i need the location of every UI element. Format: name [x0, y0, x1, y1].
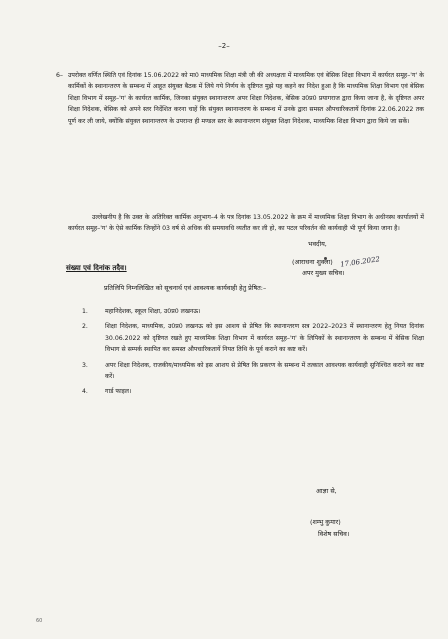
paragraph-number: 6–: [56, 72, 64, 79]
copy-recipient-list: [82, 306, 424, 402]
list-item-text: अपर शिक्षा निदेशक, राजकीय/माध्यमिक को इस आशय से प्रेषित कि प्रकरण के सम्बन्ध में तत्काल आवश्यक कार्यवाही सुनिश्चित कराने का कष्ट करें।: [105, 361, 424, 381]
signatory-designation-2: विशेष सचिव।: [318, 530, 350, 538]
closing-text: भवदीय,: [308, 240, 327, 248]
list-item: [82, 321, 424, 355]
footer-mark: 60: [36, 618, 43, 624]
copy-heading: संख्या एवं दिनांक तदैव।: [66, 264, 127, 272]
paragraph-6: [56, 70, 424, 127]
list-item-text: महानिदेशक, स्कूल शिक्षा, उ0प्र0 लखनऊ।: [105, 308, 201, 315]
list-item-number: 4.: [82, 388, 88, 396]
list-item: [82, 360, 424, 383]
list-item-number: 3.: [82, 361, 88, 369]
list-item-text: गार्ड फाइल।: [105, 388, 132, 396]
paragraph-note-text: उल्लेखनीय है कि उक्त के अतिरिक्त कार्मिक अनुभाग–4 के पत्र दिनांक 13.05.2022 के क्रम में माध्यमिक शिक्षा विभाग के अधीनस्थ कार्यालयों में कार्यरत समूह–'ग' के ऐसे कार्मिक जिन्होंने 03 वर्ष से अधिक की समयावधि व्यतीत कर ली हो, का पटल परिवर्तन की कार्यवाही भी पूर्ण किया जाना है।: [68, 214, 424, 233]
copy-intro: प्रतिलिपि निम्नलिखित को सूचनार्थ एवं आवश्यक कार्यवाही हेतु प्रेषित:–: [104, 284, 267, 292]
signatory-name-2: (शम्भु कुमार): [310, 518, 341, 526]
handwritten-signature-date: 17.06.2022: [339, 255, 381, 269]
list-item-number: 2.: [82, 323, 88, 331]
closing-text-2: आज्ञा से,: [316, 487, 337, 495]
list-item-number: 1.: [82, 308, 88, 315]
paragraph-note: [68, 212, 424, 235]
signatory-name: (आराधना शुक्ला): [292, 258, 333, 266]
list-item: [82, 386, 424, 397]
list-item: [82, 306, 424, 317]
signatory-designation: अपर मुख्य सचिव।: [302, 269, 345, 277]
list-item-text: शिक्षा निदेशक, माध्यमिक, उ0प्र0 लखनऊ को इस आशय से प्रेषित कि स्थानान्तरण सत्र 2022–2023 में स्थानान्तरण हेतु नियत दिनांक 30.06.2022 को दृष्टिगत रखते हुए माध्यमिक शिक्षा विभाग में कार्यरत समूह–'ग' के लिपिकों के स्थानान्तरण के सम्बन्ध में बेसिक शिक्षा विभाग से सम्पर्क स्थापित कर समस्त औपचारिकतायें नियत तिथि के पूर्व कराने का कष्ट करें।: [105, 323, 424, 354]
paragraph-6-text: उपरोक्त वर्णित स्थिति एवं दिनांक 15.06.2022 को मा0 माध्यमिक शिक्षा मंत्री जी की अध्यक्षता में माध्यमिक एवं बेसिक शिक्षा विभाग में कार्यरत समूह–'ग' के कार्मिकों के स्थानान्तरण के सम्बन्ध में आहूत संयुक्त बैठक में लिये गये निर्णय के दृष्टिगत मुझे यह कहने का निदेश हुआ है कि माध्यमिक शिक्षा विभाग एवं बेसिक शिक्षा विभाग में समूह–'ग' के कार्यरत कार्मिक, जिनका संयुक्त स्थानान्तरण अपर शिक्षा निदेशक, बेसिक उ0प्र0 प्रयागराज द्वारा किया जाना है, के दृष्टिगत अपर शिक्षा निदेशक, बेसिक को अपने स्तर निर्देशित करना चाहें कि संयुक्त स्थानान्तरण के सम्बन्ध में उनके द्वारा समस्त औपचारिकतायें दिनांक 22.06.2022 तक पूर्ण कर ली जाये, क्योंकि संयुक्त स्थानान्तरण के उपरान्त ही मण्डल स्तर के स्थानान्तरण संयुक्त शिक्षा निदेशक, माध्यमिक शिक्षा विभाग द्वारा किये जा सकें।: [68, 72, 424, 125]
page-number: –2–: [218, 42, 230, 50]
